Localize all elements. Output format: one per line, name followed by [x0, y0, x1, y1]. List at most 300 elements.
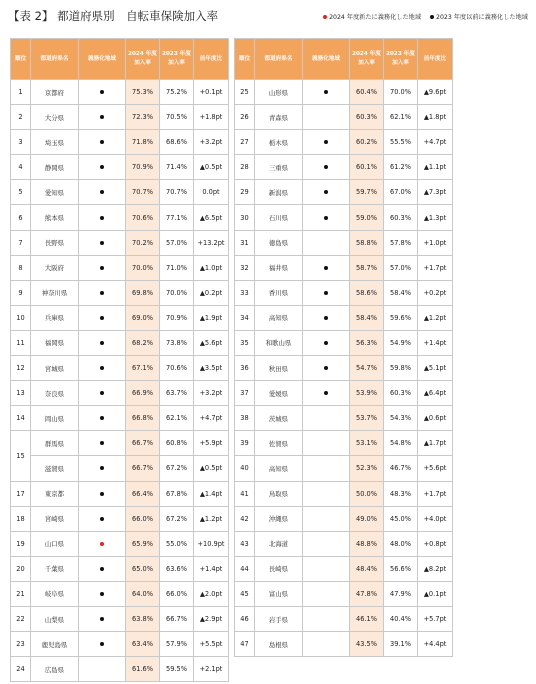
change-cell: ▲0.5pt	[194, 155, 229, 180]
header-rate-2023	[160, 39, 194, 80]
mandate-cell	[79, 280, 126, 305]
table-row	[11, 481, 229, 506]
table-row	[11, 406, 229, 431]
black-bullet-icon	[100, 617, 104, 621]
rank-cell: 13	[11, 381, 31, 406]
black-bullet-icon	[100, 241, 104, 245]
rate-2023-cell: 70.5%	[160, 105, 194, 130]
rank-cell: 43	[235, 531, 255, 556]
prefecture-cell: 群馬県	[31, 431, 79, 456]
table-row	[11, 356, 229, 381]
black-bullet-icon	[324, 366, 328, 370]
rank-cell: 12	[11, 356, 31, 381]
rank-cell: 37	[235, 381, 255, 406]
rate-2023-cell: 59.6%	[384, 305, 418, 330]
rank-cell: 2	[11, 105, 31, 130]
rate-2023-cell: 71.0%	[160, 255, 194, 280]
prefecture-cell: 熊本県	[31, 205, 79, 230]
mandate-cell	[79, 657, 126, 682]
rate-2024-cell: 65.0%	[126, 556, 160, 581]
rank-cell: 23	[11, 632, 31, 657]
prefecture-cell: 香川県	[255, 280, 303, 305]
change-cell: ▲0.5pt	[194, 456, 229, 481]
rate-2023-cell: 58.4%	[384, 280, 418, 305]
rank-cell: 19	[11, 531, 31, 556]
table-row	[235, 205, 453, 230]
rate-2024-cell: 70.2%	[126, 230, 160, 255]
rank-cell: 34	[235, 305, 255, 330]
mandate-cell	[79, 80, 126, 105]
black-bullet-icon	[100, 341, 104, 345]
change-cell: ▲1.2pt	[418, 305, 453, 330]
table-row	[11, 105, 229, 130]
black-bullet-icon	[100, 466, 104, 470]
prefecture-cell: 埼玉県	[31, 130, 79, 155]
mandate-cell	[303, 481, 350, 506]
rank-cell: 1	[11, 80, 31, 105]
change-cell: ▲8.2pt	[418, 556, 453, 581]
table-row	[235, 80, 453, 105]
rate-2024-cell: 70.7%	[126, 180, 160, 205]
prefecture-cell: 岐阜県	[31, 581, 79, 606]
rate-2024-cell: 53.1%	[350, 431, 384, 456]
change-cell: ▲7.3pt	[418, 180, 453, 205]
prefecture-cell: 福岡県	[31, 330, 79, 355]
rate-2023-cell: 57.8%	[384, 230, 418, 255]
mandate-cell	[303, 230, 350, 255]
rank-cell: 10	[11, 305, 31, 330]
rate-2023-cell: 60.3%	[384, 381, 418, 406]
prefecture-cell: 岡山県	[31, 406, 79, 431]
change-cell: ▲3.5pt	[194, 356, 229, 381]
header-rate-2024-label: 加入率	[134, 60, 151, 66]
prefecture-cell: 三重県	[255, 155, 303, 180]
rank-cell: 40	[235, 456, 255, 481]
change-cell: ▲5.1pt	[418, 356, 453, 381]
header-rate-2023-label: 加入率	[168, 60, 185, 66]
change-cell: +0.8pt	[418, 531, 453, 556]
mandate-cell	[79, 180, 126, 205]
black-bullet-icon	[100, 291, 104, 295]
header-rank: 順位	[235, 39, 255, 80]
rate-2023-cell: 46.7%	[384, 456, 418, 481]
rank-cell: 33	[235, 280, 255, 305]
mandate-cell	[79, 531, 126, 556]
black-bullet-icon	[100, 642, 104, 646]
mandate-cell	[79, 155, 126, 180]
rate-2024-cell: 65.9%	[126, 531, 160, 556]
change-cell: ▲1.3pt	[418, 205, 453, 230]
prefecture-cell: 滋賀県	[31, 456, 79, 481]
rate-2024-cell: 69.8%	[126, 280, 160, 305]
mandate-cell	[79, 506, 126, 531]
legend-label-new: 2024 年度新たに義務化した地域	[329, 14, 422, 21]
table-row	[235, 581, 453, 606]
black-bullet-icon	[100, 216, 104, 220]
prefecture-cell: 福井県	[255, 255, 303, 280]
rate-2024-cell: 63.8%	[126, 606, 160, 631]
black-bullet-icon	[324, 190, 328, 194]
rate-2024-cell: 58.6%	[350, 280, 384, 305]
black-bullet-icon	[100, 592, 104, 596]
rate-2024-cell: 64.0%	[126, 581, 160, 606]
rate-2024-cell: 58.4%	[350, 305, 384, 330]
rate-2023-cell: 48.0%	[384, 531, 418, 556]
black-bullet-icon	[324, 291, 328, 295]
change-cell: ▲1.8pt	[418, 105, 453, 130]
header-rate-2023-label: 加入率	[392, 60, 409, 66]
prefecture-cell: 兵庫県	[31, 305, 79, 330]
rank-cell: 20	[11, 556, 31, 581]
change-cell: +0.2pt	[418, 280, 453, 305]
rate-2024-cell: 58.8%	[350, 230, 384, 255]
change-cell: +1.7pt	[418, 255, 453, 280]
mandate-cell	[303, 531, 350, 556]
legend-item-old	[430, 14, 528, 21]
black-dot-icon	[430, 15, 434, 19]
rate-2024-cell: 66.4%	[126, 481, 160, 506]
table-row	[235, 155, 453, 180]
rate-2023-cell: 48.3%	[384, 481, 418, 506]
table-row	[11, 606, 229, 631]
rate-2023-cell: 70.9%	[160, 305, 194, 330]
rate-2024-cell: 60.2%	[350, 130, 384, 155]
rate-2024-cell: 56.3%	[350, 330, 384, 355]
rate-2024-cell: 71.8%	[126, 130, 160, 155]
prefecture-cell: 宮城県	[31, 356, 79, 381]
table-row	[235, 280, 453, 305]
rate-2023-cell: 55.0%	[160, 531, 194, 556]
black-bullet-icon	[100, 416, 104, 420]
black-bullet-icon	[100, 140, 104, 144]
rate-2023-cell: 71.4%	[160, 155, 194, 180]
prefecture-cell: 栃木県	[255, 130, 303, 155]
table-row	[235, 305, 453, 330]
rate-2024-cell: 59.7%	[350, 180, 384, 205]
table-row	[11, 581, 229, 606]
black-bullet-icon	[324, 165, 328, 169]
mandate-cell	[79, 456, 126, 481]
rate-2023-cell: 47.9%	[384, 581, 418, 606]
mandate-cell	[79, 230, 126, 255]
rank-cell: 47	[235, 632, 255, 657]
rank-cell: 30	[235, 205, 255, 230]
black-bullet-icon	[100, 190, 104, 194]
table-row	[11, 431, 229, 456]
table-row	[235, 105, 453, 130]
prefecture-cell: 京都府	[31, 80, 79, 105]
ranking-table-right	[234, 38, 453, 657]
table-row	[235, 506, 453, 531]
change-cell: ▲1.9pt	[194, 305, 229, 330]
rate-2023-cell: 57.0%	[384, 255, 418, 280]
prefecture-cell: 奈良県	[31, 381, 79, 406]
black-bullet-icon	[100, 441, 104, 445]
mandate-cell	[303, 581, 350, 606]
change-cell: ▲2.9pt	[194, 606, 229, 631]
red-dot-icon	[323, 15, 327, 19]
prefecture-cell: 鳥取県	[255, 481, 303, 506]
table-row	[11, 305, 229, 330]
prefecture-cell: 徳島県	[255, 230, 303, 255]
rate-2024-cell: 70.0%	[126, 255, 160, 280]
mandate-cell	[303, 506, 350, 531]
rate-2023-cell: 61.2%	[384, 155, 418, 180]
table-row	[235, 356, 453, 381]
change-cell: +2.1pt	[194, 657, 229, 682]
rank-cell: 21	[11, 581, 31, 606]
mandate-cell	[79, 305, 126, 330]
rate-2024-cell: 58.7%	[350, 255, 384, 280]
change-cell: ▲1.7pt	[418, 431, 453, 456]
header-prefecture: 都道府県名	[31, 39, 79, 80]
rank-cell: 41	[235, 481, 255, 506]
rate-2024-cell: 68.2%	[126, 330, 160, 355]
ranking-table-left	[10, 38, 229, 682]
rate-2024-cell: 66.7%	[126, 456, 160, 481]
rank-cell: 35	[235, 330, 255, 355]
mandate-cell	[79, 330, 126, 355]
change-cell: +5.5pt	[194, 632, 229, 657]
header-change: 前年度比	[194, 39, 229, 80]
rate-2023-cell: 68.6%	[160, 130, 194, 155]
prefecture-cell: 高知県	[255, 456, 303, 481]
rate-2024-cell: 60.4%	[350, 80, 384, 105]
change-cell: 0.0pt	[194, 180, 229, 205]
table-row	[11, 130, 229, 155]
rank-cell: 4	[11, 155, 31, 180]
prefecture-cell: 新潟県	[255, 180, 303, 205]
header-rate-2023-year: 2023 年度	[162, 51, 191, 57]
rate-2024-cell: 53.9%	[350, 381, 384, 406]
rank-cell: 27	[235, 130, 255, 155]
prefecture-cell: 大分県	[31, 105, 79, 130]
change-cell: +4.4pt	[418, 632, 453, 657]
header-rate-2024-year: 2024 年度	[352, 51, 381, 57]
rate-2023-cell: 56.6%	[384, 556, 418, 581]
red-bullet-icon	[100, 542, 104, 546]
mandate-cell	[79, 632, 126, 657]
rank-cell: 44	[235, 556, 255, 581]
mandate-cell	[303, 80, 350, 105]
rank-cell: 38	[235, 406, 255, 431]
table-row	[235, 481, 453, 506]
prefecture-cell: 山形県	[255, 80, 303, 105]
table-body-left	[11, 80, 229, 682]
table-row	[11, 230, 229, 255]
black-bullet-icon	[100, 266, 104, 270]
prefecture-cell: 長野県	[31, 230, 79, 255]
rank-cell: 32	[235, 255, 255, 280]
header-rank: 順位	[11, 39, 31, 80]
mandate-cell	[303, 130, 350, 155]
black-bullet-icon	[324, 341, 328, 345]
rate-2024-cell: 67.1%	[126, 356, 160, 381]
rate-2023-cell: 70.0%	[384, 80, 418, 105]
mandate-cell	[303, 431, 350, 456]
change-cell: +4.0pt	[418, 506, 453, 531]
mandate-cell	[79, 406, 126, 431]
change-cell: +5.9pt	[194, 431, 229, 456]
rate-2023-cell: 75.2%	[160, 80, 194, 105]
change-cell: +1.4pt	[194, 556, 229, 581]
table-header-row	[235, 39, 453, 80]
black-bullet-icon	[324, 90, 328, 94]
mandate-cell	[79, 431, 126, 456]
black-bullet-icon	[100, 316, 104, 320]
prefecture-cell: 岩手県	[255, 606, 303, 631]
header-rate-2023	[384, 39, 418, 80]
rate-2024-cell: 69.0%	[126, 305, 160, 330]
table-row	[235, 456, 453, 481]
mandate-cell	[303, 381, 350, 406]
rate-2023-cell: 77.1%	[160, 205, 194, 230]
rate-2023-cell: 62.1%	[160, 406, 194, 431]
table-row	[11, 180, 229, 205]
rate-2024-cell: 50.0%	[350, 481, 384, 506]
rate-2023-cell: 67.8%	[160, 481, 194, 506]
prefecture-cell: 広島県	[31, 657, 79, 682]
rate-2023-cell: 62.1%	[384, 105, 418, 130]
rank-cell: 24	[11, 657, 31, 682]
mandate-cell	[303, 606, 350, 631]
rank-cell: 5	[11, 180, 31, 205]
table-row	[235, 406, 453, 431]
rate-2024-cell: 46.1%	[350, 606, 384, 631]
prefecture-cell: 青森県	[255, 105, 303, 130]
table-row	[11, 381, 229, 406]
rate-2024-cell: 66.7%	[126, 431, 160, 456]
rate-2024-cell: 52.3%	[350, 456, 384, 481]
prefecture-cell: 宮崎県	[31, 506, 79, 531]
rate-2024-cell: 72.3%	[126, 105, 160, 130]
prefecture-cell: 山梨県	[31, 606, 79, 631]
mandate-cell	[79, 581, 126, 606]
rank-cell: 28	[235, 155, 255, 180]
table-row	[235, 130, 453, 155]
rank-cell: 7	[11, 230, 31, 255]
mandate-cell	[303, 305, 350, 330]
rank-cell: 11	[11, 330, 31, 355]
table-row	[11, 80, 229, 105]
table-row	[235, 381, 453, 406]
change-cell: +4.7pt	[418, 130, 453, 155]
mandate-cell	[79, 105, 126, 130]
rate-2024-cell: 63.4%	[126, 632, 160, 657]
black-bullet-icon	[324, 266, 328, 270]
rank-cell: 15	[11, 431, 31, 481]
rank-cell: 26	[235, 105, 255, 130]
prefecture-cell: 千葉県	[31, 556, 79, 581]
rate-2023-cell: 40.4%	[384, 606, 418, 631]
change-cell: +1.7pt	[418, 481, 453, 506]
black-bullet-icon	[100, 567, 104, 571]
black-bullet-icon	[100, 90, 104, 94]
prefecture-cell: 神奈川県	[31, 280, 79, 305]
rate-2024-cell: 48.4%	[350, 556, 384, 581]
table-row	[235, 556, 453, 581]
table-row	[11, 330, 229, 355]
rate-2023-cell: 59.5%	[160, 657, 194, 682]
header-rate-2024	[350, 39, 384, 80]
rate-2024-cell: 70.6%	[126, 205, 160, 230]
rank-cell: 6	[11, 205, 31, 230]
rate-2023-cell: 67.2%	[160, 506, 194, 531]
rank-cell: 39	[235, 431, 255, 456]
table-row	[235, 330, 453, 355]
table-row	[11, 556, 229, 581]
table-row	[235, 255, 453, 280]
prefecture-cell: 愛媛県	[255, 381, 303, 406]
rate-2023-cell: 63.6%	[160, 556, 194, 581]
prefecture-cell: 茨城県	[255, 406, 303, 431]
rank-cell: 42	[235, 506, 255, 531]
rate-2023-cell: 70.6%	[160, 356, 194, 381]
table-row	[235, 431, 453, 456]
mandate-cell	[79, 356, 126, 381]
black-bullet-icon	[324, 216, 328, 220]
table-row	[235, 531, 453, 556]
mandate-cell	[79, 606, 126, 631]
mandate-cell	[303, 180, 350, 205]
rate-2024-cell: 53.7%	[350, 406, 384, 431]
legend	[316, 12, 528, 21]
table-row	[11, 205, 229, 230]
rank-cell: 45	[235, 581, 255, 606]
rate-2023-cell: 66.0%	[160, 581, 194, 606]
rate-2024-cell: 47.8%	[350, 581, 384, 606]
table-row	[11, 280, 229, 305]
change-cell: +1.8pt	[194, 105, 229, 130]
prefecture-cell: 和歌山県	[255, 330, 303, 355]
black-bullet-icon	[324, 316, 328, 320]
change-cell: +3.2pt	[194, 130, 229, 155]
rate-2023-cell: 70.7%	[160, 180, 194, 205]
rate-2023-cell: 67.0%	[384, 180, 418, 205]
rate-2023-cell: 73.8%	[160, 330, 194, 355]
change-cell: ▲0.1pt	[418, 581, 453, 606]
rank-cell: 9	[11, 280, 31, 305]
rate-2024-cell: 60.1%	[350, 155, 384, 180]
table-row	[11, 506, 229, 531]
black-bullet-icon	[100, 492, 104, 496]
prefecture-cell: 山口県	[31, 531, 79, 556]
mandate-cell	[303, 205, 350, 230]
change-cell: +10.9pt	[194, 531, 229, 556]
rate-2023-cell: 54.9%	[384, 330, 418, 355]
black-bullet-icon	[324, 391, 328, 395]
rate-2024-cell: 66.8%	[126, 406, 160, 431]
rank-cell: 8	[11, 255, 31, 280]
rate-2023-cell: 55.5%	[384, 130, 418, 155]
rate-2023-cell: 70.0%	[160, 280, 194, 305]
rate-2023-cell: 63.7%	[160, 381, 194, 406]
rank-cell: 25	[235, 80, 255, 105]
prefecture-cell: 北海道	[255, 531, 303, 556]
mandate-cell	[79, 481, 126, 506]
mandate-cell	[303, 406, 350, 431]
prefecture-cell: 鹿児島県	[31, 632, 79, 657]
black-bullet-icon	[100, 165, 104, 169]
table-header-row	[11, 39, 229, 80]
legend-label-old: 2023 年度以前に義務化した地域	[436, 14, 528, 21]
rate-2023-cell: 54.3%	[384, 406, 418, 431]
black-bullet-icon	[100, 517, 104, 521]
header-prefecture: 都道府県名	[255, 39, 303, 80]
mandate-cell	[303, 556, 350, 581]
table-row	[235, 180, 453, 205]
table-row	[11, 155, 229, 180]
